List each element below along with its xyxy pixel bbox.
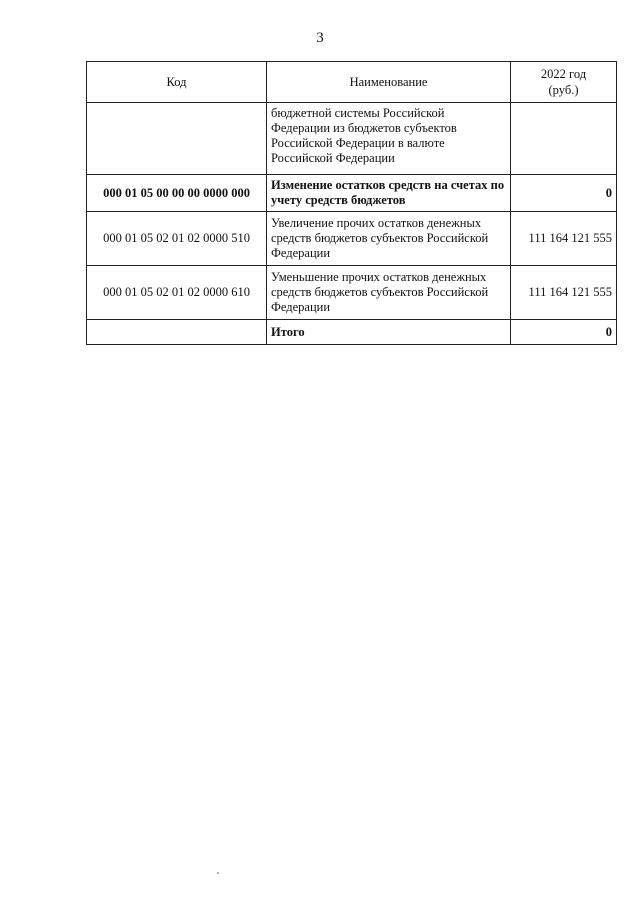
- header-amount: 2022 год (руб.): [511, 62, 617, 103]
- row-name: Изменение остатков средств на счетах по учету средств бюджетов: [267, 175, 511, 212]
- row-name: бюджетной системы Российской Федерации из бюджетов субъектов Российской Федерации в валюте Российской Федерации: [267, 103, 511, 175]
- row-amount: 0: [511, 175, 617, 212]
- row-amount: 0: [511, 320, 617, 345]
- table-row-total: [87, 320, 617, 345]
- header-name: Наименование: [267, 62, 511, 103]
- header-code: Код: [87, 62, 267, 103]
- row-code: 000 01 05 02 01 02 0000 610: [87, 266, 267, 320]
- table-row: [87, 266, 617, 320]
- page-number: 3: [316, 30, 324, 46]
- row-amount: 111 164 121 555: [511, 212, 617, 266]
- budget-sources-table: [86, 61, 617, 345]
- row-code: 000 01 05 02 01 02 0000 510: [87, 212, 267, 266]
- row-code: [87, 103, 267, 175]
- row-amount: 111 164 121 555: [511, 266, 617, 320]
- table-row: [87, 103, 617, 175]
- row-amount: [511, 103, 617, 175]
- table-row: [87, 175, 617, 212]
- row-code: [87, 320, 267, 345]
- table-row: [87, 212, 617, 266]
- row-code: 000 01 05 00 00 00 0000 000: [87, 175, 267, 212]
- row-name: Увеличение прочих остатков денежных средств бюджетов субъектов Российской Федерации: [267, 212, 511, 266]
- scan-speck: [217, 872, 219, 874]
- table-header-row: [87, 62, 617, 103]
- row-name: Уменьшение прочих остатков денежных средств бюджетов субъектов Российской Федерации: [267, 266, 511, 320]
- row-name: Итого: [267, 320, 511, 345]
